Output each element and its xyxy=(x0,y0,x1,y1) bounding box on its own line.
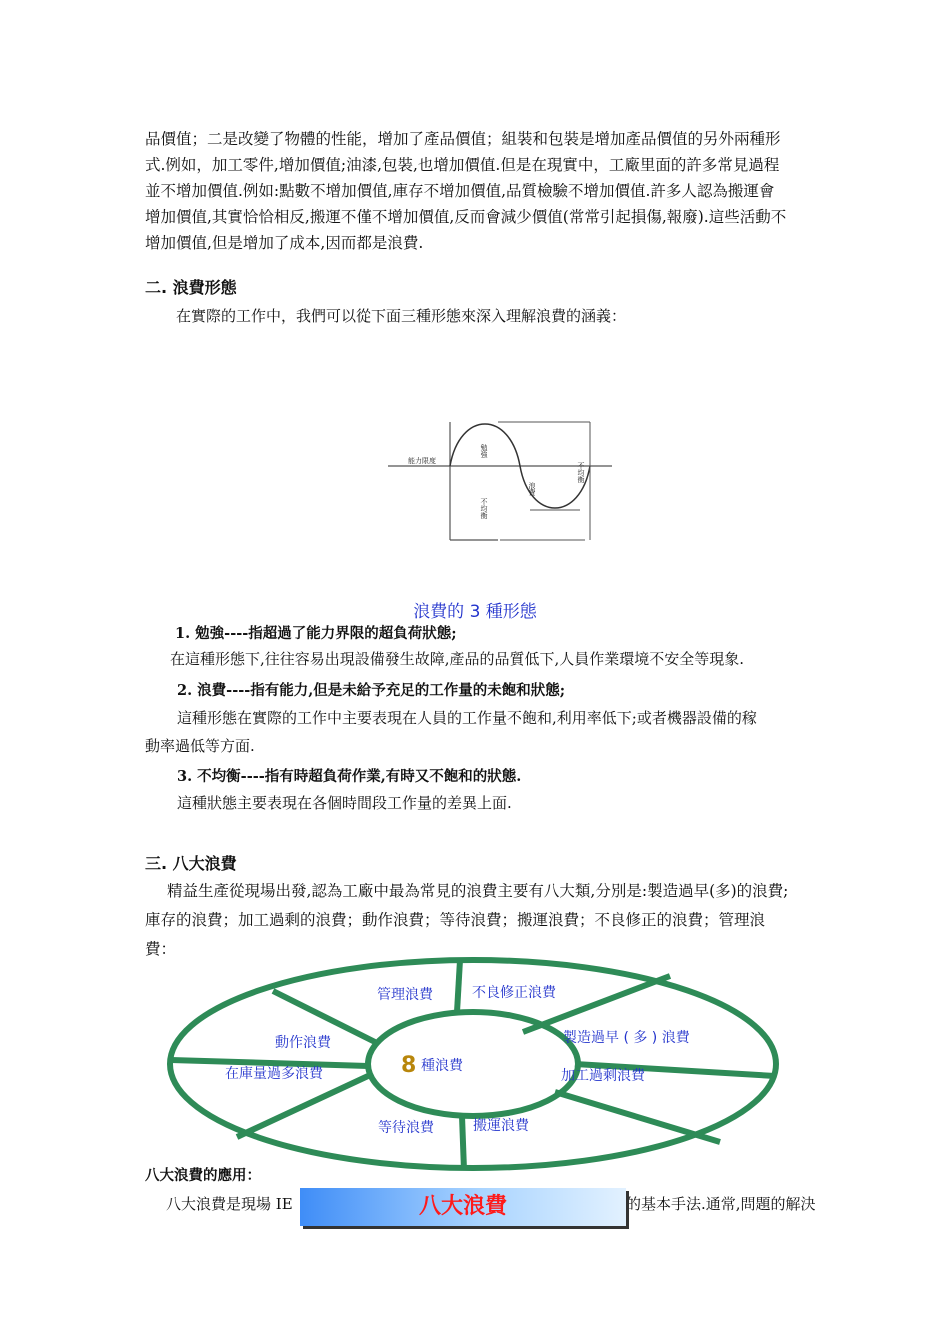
seg-management: 管理浪費 xyxy=(377,987,433,1003)
intro-line: 增加價值,但是增加了成本,因而都是浪費. xyxy=(145,234,424,252)
intro-paragraph xyxy=(145,126,837,256)
seg-transport: 搬運浪費 xyxy=(473,1118,529,1134)
item3-text: 這種狀態主要表現在各個時間段工作量的差異上面. xyxy=(177,794,512,812)
seg-overproduction: 製造過早 ( 多 ) 浪費 xyxy=(563,1030,690,1046)
seg-defect: 不良修正浪費 xyxy=(472,985,556,1001)
section3-line: 庫存的浪費；加工過剩的浪費；動作浪費；等待浪費；搬運浪費；不良修正的浪費；管理浪 xyxy=(145,911,766,929)
intro-line: 並不增加價值.例如:點數不增加價值,庫存不增加價值,品質檢驗不增加價值.許多人認為搬運會 xyxy=(145,182,775,200)
overload-label: 勉強 xyxy=(480,444,488,458)
center-number: 8 xyxy=(401,1053,417,1078)
seg-inventory: 在庫量過多浪費 xyxy=(225,1066,323,1082)
section3-line: 費： xyxy=(145,940,177,958)
section3-paragraph xyxy=(145,877,837,964)
application-heading: 八大浪費的應用： xyxy=(145,1168,261,1184)
seg-waiting: 等待浪費 xyxy=(378,1120,434,1136)
seg-overprocessing: 加工過剩浪費 xyxy=(561,1068,645,1084)
uneven-label-left: 不均衡 xyxy=(480,498,488,519)
uneven-label-right: 不均衡 xyxy=(577,462,585,483)
underload-label: 浪費 xyxy=(528,482,536,496)
section2-heading: 二. 浪費形態 xyxy=(145,278,237,297)
section2-intro: 在實際的工作中，我們可以從下面三種形態來深入理解浪費的涵義： xyxy=(176,307,627,325)
section3-heading: 三. 八大浪費 xyxy=(145,854,237,873)
item2-title: 2. 浪費----指有能力,但是未給予充足的工作量的未飽和狀態; xyxy=(177,682,566,699)
center-label: 種浪費 xyxy=(421,1058,463,1074)
capacity-label: 能力限度 xyxy=(408,457,436,465)
intro-line: 品價值；二是改變了物體的性能，增加了產品價值；組裝和包裝是增加產品價值的另外兩種形 xyxy=(145,130,781,148)
section3-line: 精益生產從現場出發,認為工廠中最為常見的浪費主要有八大類,分別是:製造過早(多)的浪費; xyxy=(167,882,789,900)
eight-wastes-wheel xyxy=(165,952,785,1182)
item2-text: 這種形態在實際的工作中主要表現在人員的工作量不飽和,利用率低下;或者機器設備的稼 xyxy=(177,709,757,727)
application-text-left: 八大浪費是現場 IE xyxy=(166,1195,293,1213)
application-text-right: 的基本手法.通常,問題的解決 xyxy=(626,1195,816,1213)
intro-line: 式.例如，加工零件,增加價值;油漆,包裝,也增加價值.但是在現實中，工廠里面的許多常見過程 xyxy=(145,156,780,174)
seg-motion: 動作浪費 xyxy=(275,1035,331,1051)
item3-title: 3. 不均衡----指有時超負荷作業,有時又不飽和的狀態. xyxy=(177,768,522,785)
eight-wastes-banner: 八大浪費 xyxy=(300,1188,626,1226)
waste-forms-diagram xyxy=(380,410,620,550)
intro-line: 增加價值,其實恰恰相反,搬運不僅不增加價值,反而會減少價值(常常引起損傷,報廢).這些活動不 xyxy=(145,208,787,226)
item1-text: 在這種形態下,往往容易出現設備發生故障,產品的品質低下,人員作業環境不安全等現象. xyxy=(170,650,745,668)
item1-title: 1. 勉強----指超過了能力界限的超負荷狀態; xyxy=(175,625,457,642)
diagram-caption: 浪費的 3 種形態 xyxy=(413,602,537,622)
item2-text-cont: 動率過低等方面. xyxy=(145,737,255,755)
